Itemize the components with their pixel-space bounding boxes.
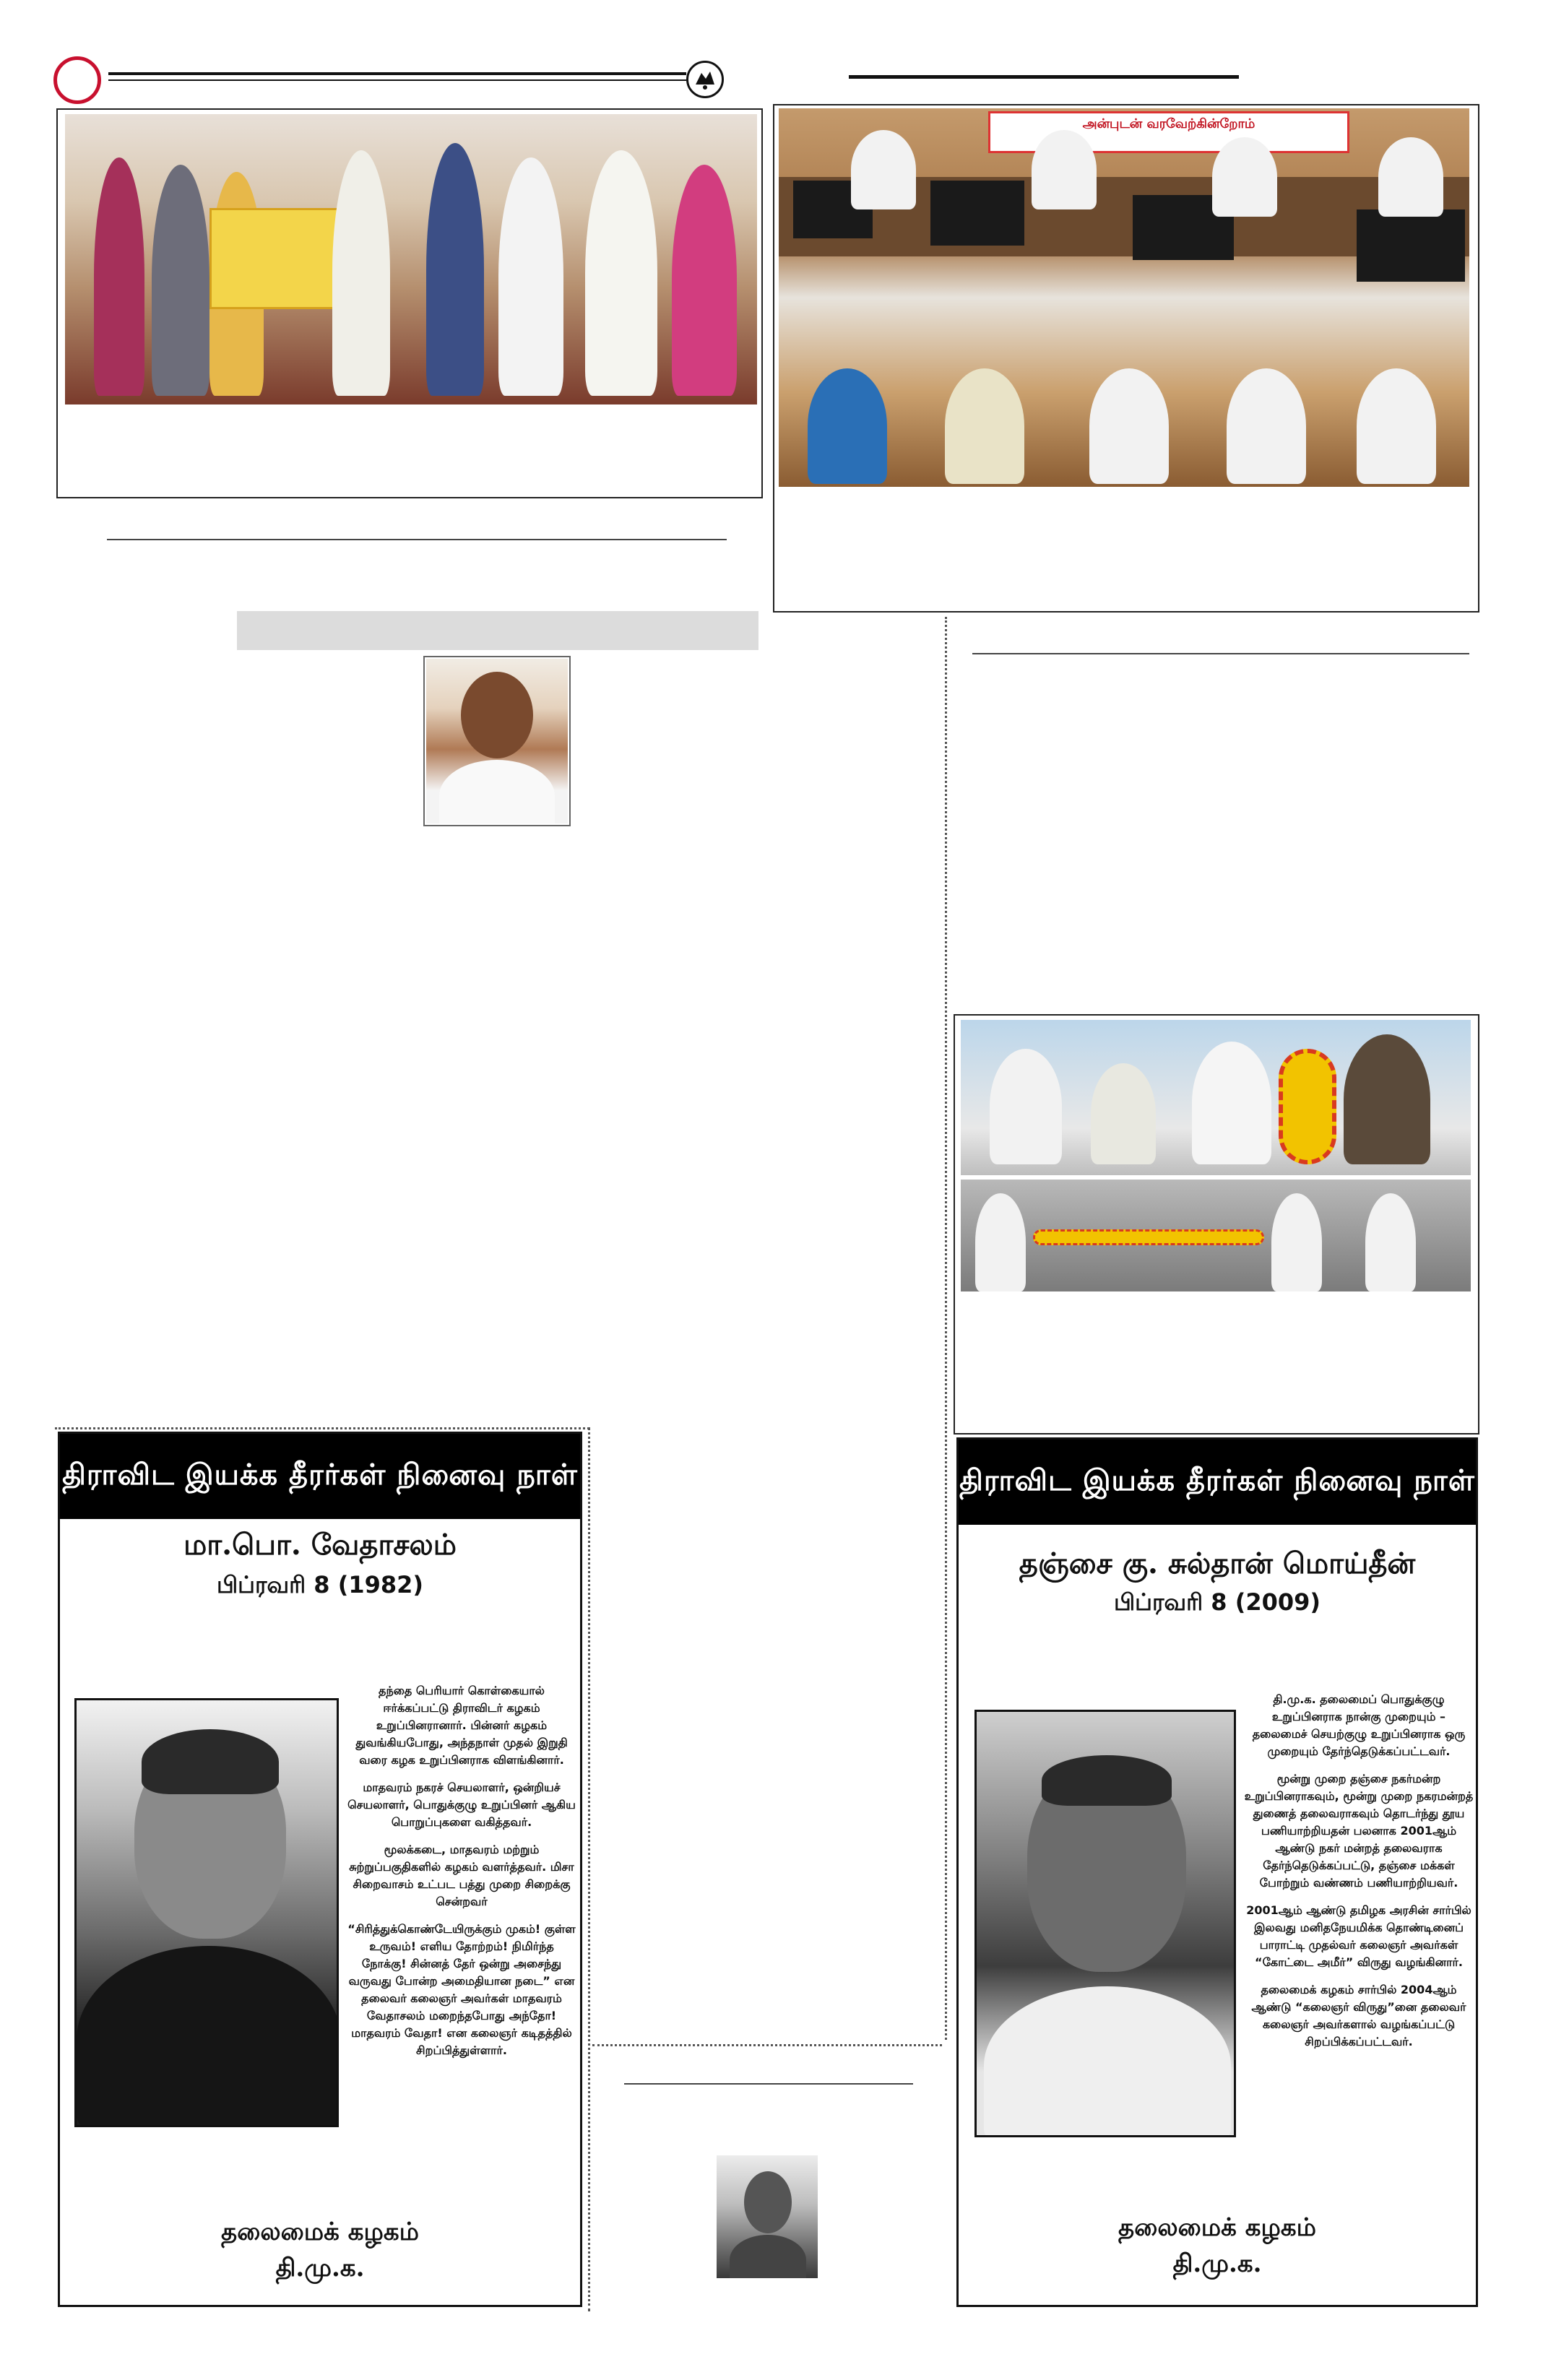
photo-caption-left <box>66 415 753 488</box>
photo-caption-right <box>780 498 1466 600</box>
memorial-bio <box>346 1682 577 2069</box>
portrait-woman <box>717 2155 818 2278</box>
bio-paragraph: மூலக்கடை, மாதவரம் மற்றும் சுற்றுப்பகுதிகளில் கழகம் வளர்த்தவர். மிசா சிறைவாசம் உட்பட பத்து முறை சிறைக்கு சென்றவர் <box>349 1843 574 1908</box>
memorial-footer <box>959 2210 1476 2282</box>
memorial-footer-line2: தி.மு.க. <box>275 2254 365 2282</box>
meeting-photo-right <box>779 108 1469 487</box>
bio-paragraph: தந்தை பெரியார் கொள்கையால் ஈர்க்கப்பட்டு திராவிடர் கழகம் உறுப்பினரானார். பின்னர் கழகம் துவங்கியபோது, அந்தநாள் முதல் இறுதி வரை கழக உறுப்பினராக விளங்கினார். <box>355 1684 568 1767</box>
memorial-name: தஞ்சை கு. சுல்தான் மொய்தீன் <box>1019 1546 1416 1580</box>
event-photo-left <box>65 114 757 404</box>
memorial-name: மா.பொ. வேதாசலம் <box>183 1528 457 1562</box>
page-corner-circle <box>53 56 101 104</box>
memorial-header: திராவிட இயக்க தீரர்கள் நினைவு நாள் <box>959 1440 1476 1525</box>
memorial-footer-line1: தலைமைக் கழகம் <box>1118 2213 1316 2242</box>
section-rule-left <box>107 539 727 540</box>
memorial-left-dotted-edge <box>588 1427 590 2311</box>
memorial-card-right <box>956 1437 1478 2307</box>
bio-paragraph: மாதவரம் நகரச் செயலாளர், ஒன்றியச் செயலாளர், பொதுக்குழு உறுப்பினர் ஆகிய பொறுப்புகளை வகித்தவர். <box>347 1780 576 1829</box>
memorial-footer-line2: தி.மு.க. <box>1172 2249 1262 2278</box>
welcome-banner: அன்புடன் வரவேற்கின்றோம் <box>988 111 1349 153</box>
memorial-card-left <box>58 1432 582 2307</box>
bio-paragraph: மூன்று முறை தஞ்சை நகர்மன்ற உறுப்பினராகவும், மூன்று முறை நகரமன்றத் துணைத் தலைவராகவும் தொடர்ந்து தூய பணியாற்றியதன் பலனாக 2001ஆம் ஆண்டு நகர் மன்றத் தலைவராக தேர்ந்தெடுக்கப்பட்டு, தஞ்சை மக்கள் போற்றும் வண்ணம் பணியாற்றியவர். <box>1244 1772 1474 1890</box>
section-rule-right <box>972 653 1469 654</box>
bottom-middle-dotted-rule <box>592 2044 942 2046</box>
bottom-middle-rule <box>624 2083 913 2085</box>
header-rule-bottom <box>108 79 686 81</box>
memorial-footer <box>60 2214 580 2286</box>
article-heading-bar <box>237 611 758 650</box>
memorial-footer-line1: தலைமைக் கழகம் <box>221 2217 419 2246</box>
bio-paragraph: “சிரித்துக்கொண்டேயிருக்கும் முகம்! குள்ள உருவம்! எளிய தோற்றம்! நிமிர்ந்த நோக்கு! சின்னத் தேர் ஒன்று அசைந்து வருவது போன்ற அமைதியான நடை” என தலைவர் கலைஞர் அவர்கள் மாதவரம் வேதாசலம் மறைந்தபோது அந்தோ! மாதவரம் வேதா! என கலைஞர் கடிதத்தில் சிறப்பித்துள்ளார். <box>347 1922 576 2057</box>
memorial-bio <box>1243 1691 1474 2061</box>
header-rule-top <box>108 72 686 75</box>
tribute-photo <box>961 1020 1471 1291</box>
memorial-date: பிப்ரவரி 8 (2009) <box>1113 1588 1321 1616</box>
party-emblem-icon <box>686 61 724 98</box>
memorial-portrait <box>974 1710 1236 2137</box>
bio-paragraph: 2001ஆம் ஆண்டு தமிழக அரசின் சார்பில் இலவது மனிதநேயமிக்க தொண்டினைப் பாராட்டி முதல்வர் கலைஞர் அவர்கள் “கோட்டை அமீர்” விருது வழங்கினார். <box>1246 1903 1471 1969</box>
memorial-header: திராவிட இயக்க தீரர்கள் நினைவு நாள் <box>60 1434 580 1519</box>
photo-caption-tribute <box>962 1300 1468 1423</box>
header-rule-right <box>849 75 1239 79</box>
memorial-left-dotted-top <box>55 1427 589 1429</box>
portrait-man <box>426 659 568 823</box>
memorial-portrait <box>74 1698 339 2127</box>
bio-paragraph: தலைமைக் கழகம் சார்பில் 2004ஆம் ஆண்டு “கலைஞர் விருது”னை தலைவர் கலைஞர் அவர்களால் வழங்கப்பட்டு சிறப்பிக்கப்பட்டவர். <box>1251 1983 1466 2048</box>
memorial-date: பிப்ரவரி 8 (1982) <box>216 1571 424 1598</box>
column-divider <box>945 617 947 2040</box>
bio-paragraph: தி.மு.க. தலைமைப் பொதுக்குழு உறுப்பினராக நான்கு முறையும் – தலைமைச் செயற்குழு உறுப்பினராக ஒரு முறையும் தேர்ந்தெடுக்கப்பட்டவர். <box>1252 1692 1466 1758</box>
